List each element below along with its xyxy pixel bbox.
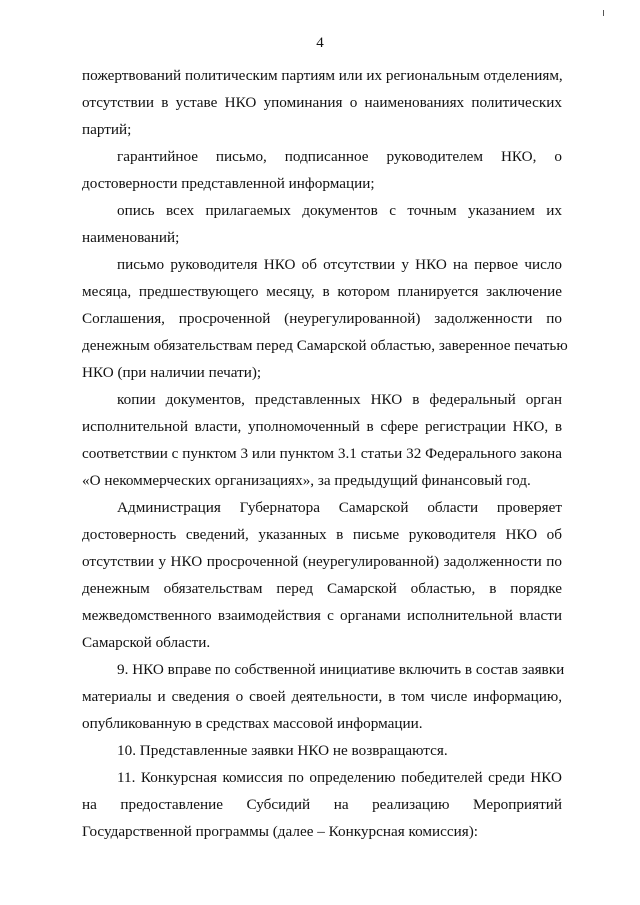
- text-line: 10. Представленные заявки НКО не возвращаются.: [117, 742, 448, 759]
- text-line: Администрация Губернатора Самарской области проверяет: [117, 499, 562, 516]
- text-line: исполнительной власти, уполномоченный в сфере регистрации НКО, в: [82, 418, 562, 435]
- text-line: достоверности представленной информации;: [82, 175, 375, 192]
- text-line: Соглашения, просроченной (неурегулированной) задолженности по: [82, 310, 562, 327]
- text-line: денежным обязательствам перед Самарской областью, заверенное печатью: [82, 337, 568, 354]
- text-line: межведомственного взаимодействия с органами исполнительной власти: [82, 607, 562, 624]
- text-line: НКО (при наличии печати);: [82, 364, 262, 381]
- text-line: отсутствии у НКО просроченной (неурегулированной) задолженности по: [82, 553, 562, 570]
- text-line: соответствии с пунктом 3 или пунктом 3.1 статьи 32 Федерального закона: [82, 445, 562, 462]
- text-line: пожертвований политическим партиям или их региональным отделениям,: [82, 67, 563, 84]
- text-line: наименований;: [82, 229, 180, 246]
- text-line: гарантийное письмо, подписанное руководителем НКО, о: [117, 148, 562, 165]
- text-line: партий;: [82, 121, 132, 138]
- text-line: Государственной программы (далее – Конкурсная комиссия):: [82, 823, 478, 840]
- text-line: опубликованную в средствах массовой информации.: [82, 715, 423, 732]
- text-line: опись всех прилагаемых документов с точным указанием их: [117, 202, 562, 219]
- text-line: на предоставление Субсидий на реализацию Мероприятий: [82, 796, 562, 813]
- text-line: денежным обязательствам перед Самарской областью, в порядке: [82, 580, 562, 597]
- text-line: Самарской области.: [82, 634, 211, 651]
- text-line: 11. Конкурсная комиссия по определению победителей среди НКО: [117, 769, 562, 786]
- page-number: 4: [316, 35, 324, 51]
- text-line: «О некоммерческих организациях», за предыдущий финансовый год.: [82, 472, 531, 489]
- text-line: отсутствии в уставе НКО упоминания о наименованиях политических: [82, 94, 562, 111]
- text-line: достоверность сведений, указанных в письме руководителя НКО об: [82, 526, 562, 543]
- text-line: письмо руководителя НКО об отсутствии у НКО на первое число: [117, 256, 562, 273]
- text-line: материалы и сведения о своей деятельности, в том числе информацию,: [82, 688, 562, 705]
- scan-mark: [603, 10, 604, 16]
- text-line: 9. НКО вправе по собственной инициативе включить в состав заявки: [117, 661, 565, 678]
- text-line: месяца, предшествующего месяцу, в котором планируется заключение: [82, 283, 562, 300]
- text-line: копии документов, представленных НКО в федеральный орган: [117, 391, 562, 408]
